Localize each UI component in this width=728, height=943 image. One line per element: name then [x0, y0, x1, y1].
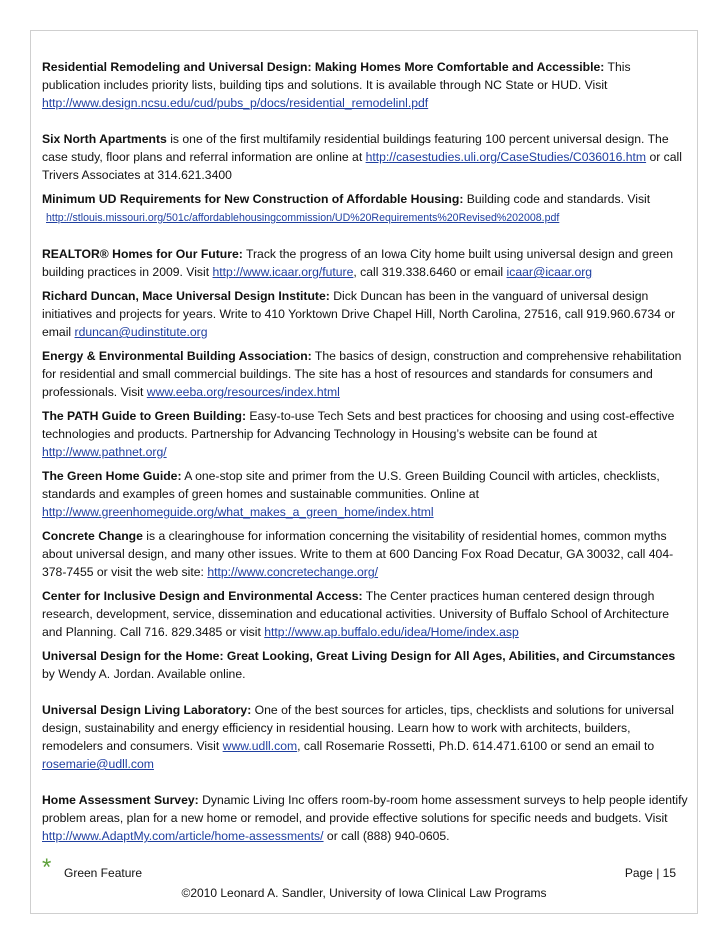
copyright-line: ©2010 Leonard A. Sandler, University of Iowa Clinical Law Programs [181, 886, 547, 900]
entry-email-link[interactable]: icaar@icaar.org [506, 265, 593, 279]
entry-link[interactable]: http://www.icaar.org/future [212, 265, 354, 279]
entry-link[interactable]: http://www.ap.buffalo.edu/idea/Home/index.asp [264, 625, 519, 639]
entry-text: The Center practices human centered design through research, development, service, dissemination and educational activities. University of Buffalo School of Architecture and Planning. Call 716. 829.3485 or visit [42, 589, 670, 639]
entry-title: Center for Inclusive Design and Environmental Access: [42, 589, 363, 603]
entry-link[interactable]: http://www.concretechange.org/ [207, 565, 379, 579]
entry-link[interactable]: www.eeba.org/resources/index.html [146, 385, 340, 399]
entry-text: Track the progress of an Iowa City home built using universal design and green building practices in 2009. Visit [42, 247, 674, 279]
entry-title: The Green Home Guide: [42, 469, 182, 483]
entry-link[interactable]: http://www.design.ncsu.edu/cud/pubs_p/docs/residential_remodelinl.pdf [42, 96, 429, 110]
entry-text: The basics of design, construction and comprehensive rehabilitation for residential and small commercial buildings. The site has a host of resources and standards for consumers and professionals. Visit [42, 349, 682, 399]
entry-title: The PATH Guide to Green Building: [42, 409, 247, 423]
entry-link[interactable]: http://www.pathnet.org/ [42, 445, 167, 459]
entry-realtor [42, 245, 688, 281]
entry-title: Concrete Change [42, 529, 143, 543]
entry-text: Dynamic Living Inc offers room-by-room home assessment surveys to help people identify problem areas, plan for a new home or remodel, and provide effective solutions for specific needs and budgets. Visit [42, 793, 688, 825]
entry-idea-center [42, 587, 688, 641]
entry-udll [42, 701, 688, 773]
entry-email-link[interactable]: rduncan@udinstitute.org [74, 325, 208, 339]
entry-title: Energy & Environmental Building Association: [42, 349, 312, 363]
entry-green-home-guide [42, 467, 688, 521]
asterisk-icon: * [42, 854, 52, 881]
entry-six-north [42, 130, 688, 184]
entry-text: A one-stop site and primer from the U.S. Green Building Council with articles, checklists, standards and examples of green homes and sustainable communities. Online at [42, 469, 660, 501]
entry-text-after: , call 319.338.6460 or email [353, 265, 507, 279]
entry-text: This publication includes priority lists, building tips and solutions. It is available through NC State or HUD. Visit [42, 60, 631, 92]
entry-residential-remodeling [42, 58, 688, 112]
entry-link[interactable]: http://www.greenhomeguide.org/what_makes_a_green_home/index.html [42, 505, 434, 519]
entry-title: Residential Remodeling and Universal Design: Making Homes More Comfortable and Accessible: [42, 60, 605, 74]
entry-eeba [42, 347, 688, 401]
entry-link[interactable]: www.udll.com [222, 739, 298, 753]
entry-ud-for-home [42, 647, 688, 683]
entry-title: Minimum UD Requirements for New Construction of Affordable Housing: [42, 192, 464, 206]
entry-link[interactable]: http://casestudies.uli.org/CaseStudies/C036016.htm [365, 150, 647, 164]
entry-title: Universal Design for the Home: Great Looking, Great Living Design for All Ages, Abilities, and Circumstances [42, 649, 676, 663]
entry-text-after: or call (888) 940-0605. [323, 829, 450, 843]
entry-link[interactable]: http://stlouis.missouri.org/501c/affordablehousingcommission/UD%20Requirements%20Revised%202008.pdf [46, 212, 560, 224]
entry-text: Building code and standards. Visit [463, 192, 651, 206]
entry-richard-duncan [42, 287, 688, 341]
entry-title: Home Assessment Survey: [42, 793, 199, 807]
entry-title: REALTOR® Homes for Our Future: [42, 247, 243, 261]
footer-section-label: Green Feature [64, 866, 143, 880]
entry-text: is one of the first multifamily residential buildings featuring 100 percent universal design. The case study, floor plans and referral information are online at [42, 132, 669, 164]
entry-title: Universal Design Living Laboratory: [42, 703, 252, 717]
page-footer [42, 854, 688, 881]
entry-text: Dick Duncan has been in the vanguard of universal design initiatives and projects for years. Write to 410 Yorktown Drive Chapel Hill, North Carolina, 27516, call 919.960.6734 or email [42, 289, 676, 339]
entry-title: Richard Duncan, Mace Universal Design Institute: [42, 289, 330, 303]
entry-text: by Wendy A. Jordan. Available online. [42, 667, 246, 681]
entry-email-link[interactable]: rosemarie@udll.com [42, 757, 154, 771]
entry-home-assessment [42, 791, 688, 845]
entry-path-guide [42, 407, 688, 461]
document-body [42, 58, 688, 845]
entry-text: Easy-to-use Tech Sets and best practices for choosing and using cost-effective technologies and products. Partnership for Advancing Technology in Housing’s website can be found at [42, 409, 675, 441]
page-number: Page | 15 [624, 866, 676, 880]
entry-link[interactable]: http://www.AdaptMy.com/article/home-assessments/ [42, 829, 324, 843]
entry-text-after: , call Rosemarie Rossetti, Ph.D. 614.471.6100 or send an email to [297, 739, 655, 753]
entry-concrete-change [42, 527, 688, 581]
entry-text: is a clearinghouse for information concerning the visitability of residential homes, common myths about universal design, and many other issues. Write to them at 600 Dancing Fox Road Decatur, GA 30032, call 404-378-7455 or visit the web site: [42, 529, 674, 579]
entry-text-after: or call Trivers Associates at 314.621.3400 [42, 150, 682, 182]
entry-minimum-ud [42, 190, 688, 227]
entry-title: Six North Apartments [42, 132, 167, 146]
entry-text: One of the best sources for articles, tips, checklists and solutions for universal design, sustainability and energy efficiency in residential housing. Learn how to work with architects, builders, remodelers and consumers. Visit [42, 703, 674, 753]
